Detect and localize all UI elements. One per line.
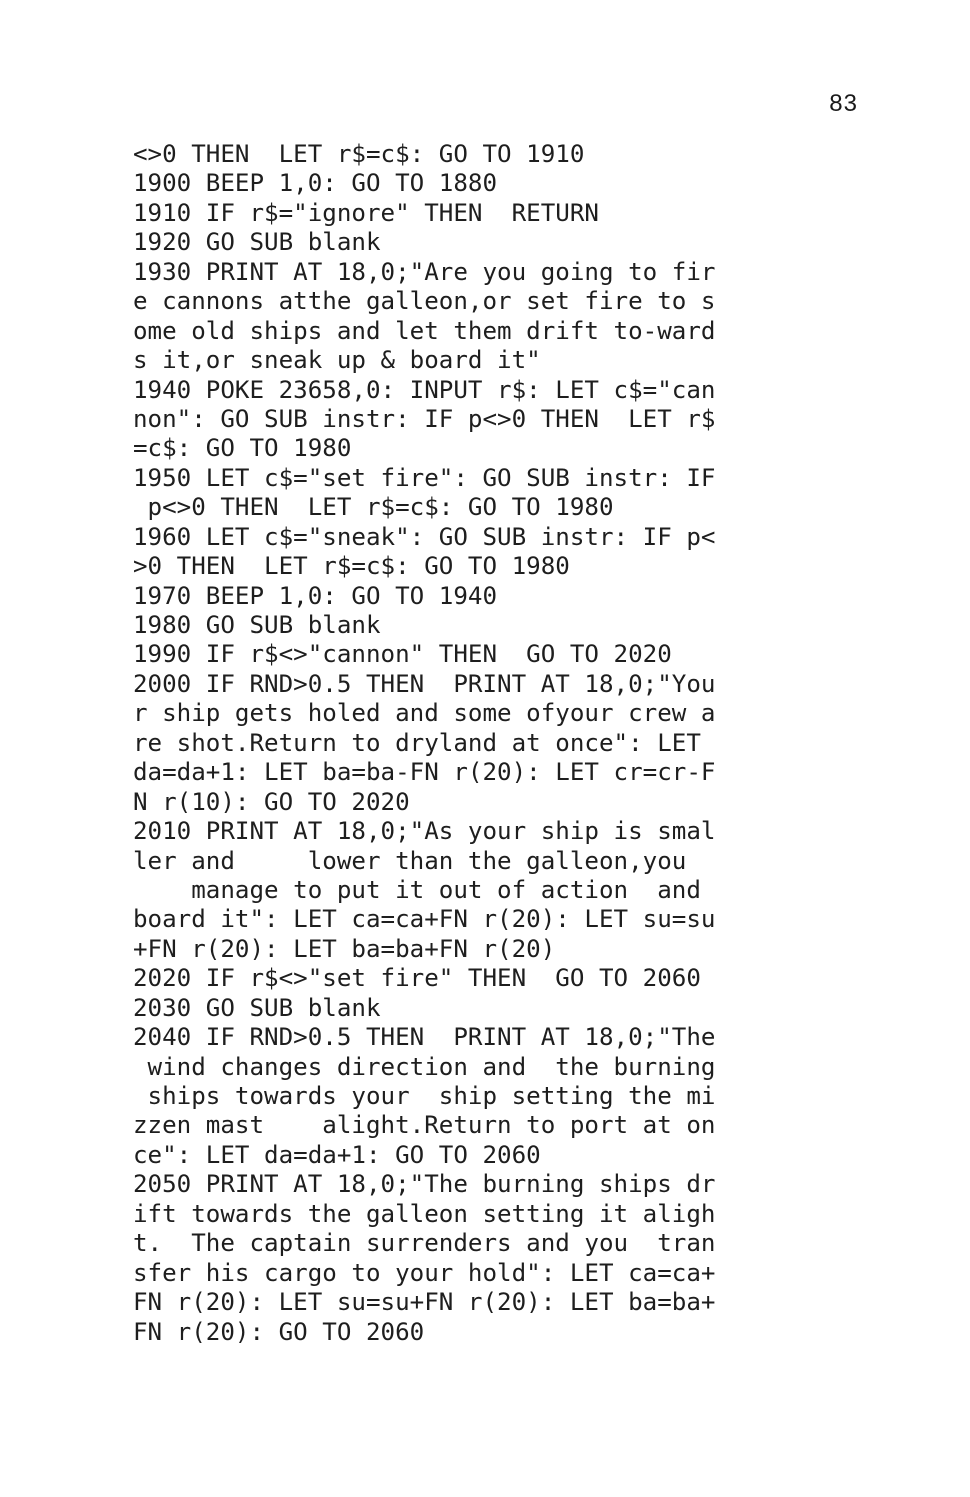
code-line: >0 THEN LET r$=c$: GO TO 1980 xyxy=(133,552,570,581)
code-line: s it,or sneak up & board it" xyxy=(133,346,541,375)
code-line: 1970 BEEP 1,0: GO TO 1940 xyxy=(133,581,498,610)
code-line: zzen mast alight.Return to port at on xyxy=(133,1111,716,1140)
code-line: da=da+1: LET ba=ba-FN r(20): LET cr=cr-F xyxy=(133,758,716,787)
code-line: +FN r(20): LET ba=ba+FN r(20) xyxy=(133,934,556,963)
code-line: 2040 IF RND>0.5 THEN PRINT AT 18,0;"The xyxy=(133,1023,716,1052)
code-line: ift towards the galleon setting it aligh xyxy=(133,1199,716,1228)
code-line: wind changes direction and the burning xyxy=(133,1052,716,1081)
code-line: sfer his cargo to your hold": LET ca=ca+ xyxy=(133,1258,716,1287)
code-line: e cannons atthe galleon,or set fire to s xyxy=(133,287,716,316)
program-listing xyxy=(133,140,873,1347)
code-line: manage to put it out of action and xyxy=(133,875,701,904)
code-line: <>0 THEN LET r$=c$: GO TO 1910 xyxy=(133,140,585,168)
code-line: 1910 IF r$="ignore" THEN RETURN xyxy=(133,198,599,227)
code-line: non": GO SUB instr: IF p<>0 THEN LET r$ xyxy=(133,404,716,433)
code-line: r ship gets holed and some ofyour crew a xyxy=(133,699,716,728)
code-line: 1930 PRINT AT 18,0;"Are you going to fir xyxy=(133,257,716,286)
code-line: 2020 IF r$<>"set fire" THEN GO TO 2060 xyxy=(133,964,701,993)
code-line: 2000 IF RND>0.5 THEN PRINT AT 18,0;"You xyxy=(133,669,716,698)
code-line: 2030 GO SUB blank xyxy=(133,993,381,1022)
code-line: FN r(20): LET su=su+FN r(20): LET ba=ba+ xyxy=(133,1288,716,1317)
code-line: board it": LET ca=ca+FN r(20): LET su=su xyxy=(133,905,716,934)
code-line: ome old ships and let them drift to-ward xyxy=(133,316,716,345)
code-line: 2010 PRINT AT 18,0;"As your ship is smal xyxy=(133,817,716,846)
code-line: ships towards your ship setting the mi xyxy=(133,1082,716,1110)
code-line: 1940 POKE 23658,0: INPUT r$: LET c$="can xyxy=(133,375,716,404)
code-line: ce": LET da=da+1: GO TO 2060 xyxy=(133,1140,541,1169)
code-line: p<>0 THEN LET r$=c$: GO TO 1980 xyxy=(133,493,614,522)
code-line: 1900 BEEP 1,0: GO TO 1880 xyxy=(133,169,498,198)
code-line: 1960 LET c$="sneak": GO SUB instr: IF p< xyxy=(133,522,716,551)
code-line: 1990 IF r$<>"cannon" THEN GO TO 2020 xyxy=(133,640,672,669)
code-line: 1920 GO SUB blank xyxy=(133,228,381,257)
code-line: N r(10): GO TO 2020 xyxy=(133,787,410,816)
code-line: re shot.Return to dryland at once": LET xyxy=(133,728,701,757)
code-line: 1980 GO SUB blank xyxy=(133,611,381,639)
code-line: ler and lower than the galleon,you xyxy=(133,846,687,875)
page-number: 83 xyxy=(829,90,858,117)
code-line: 2050 PRINT AT 18,0;"The burning ships dr xyxy=(133,1170,716,1199)
code-line: =c$: GO TO 1980 xyxy=(133,434,352,463)
code-line: 1950 LET c$="set fire": GO SUB instr: IF xyxy=(133,463,716,492)
code-line: t. The captain surrenders and you tran xyxy=(133,1229,716,1258)
code-line: FN r(20): GO TO 2060 xyxy=(133,1317,425,1346)
